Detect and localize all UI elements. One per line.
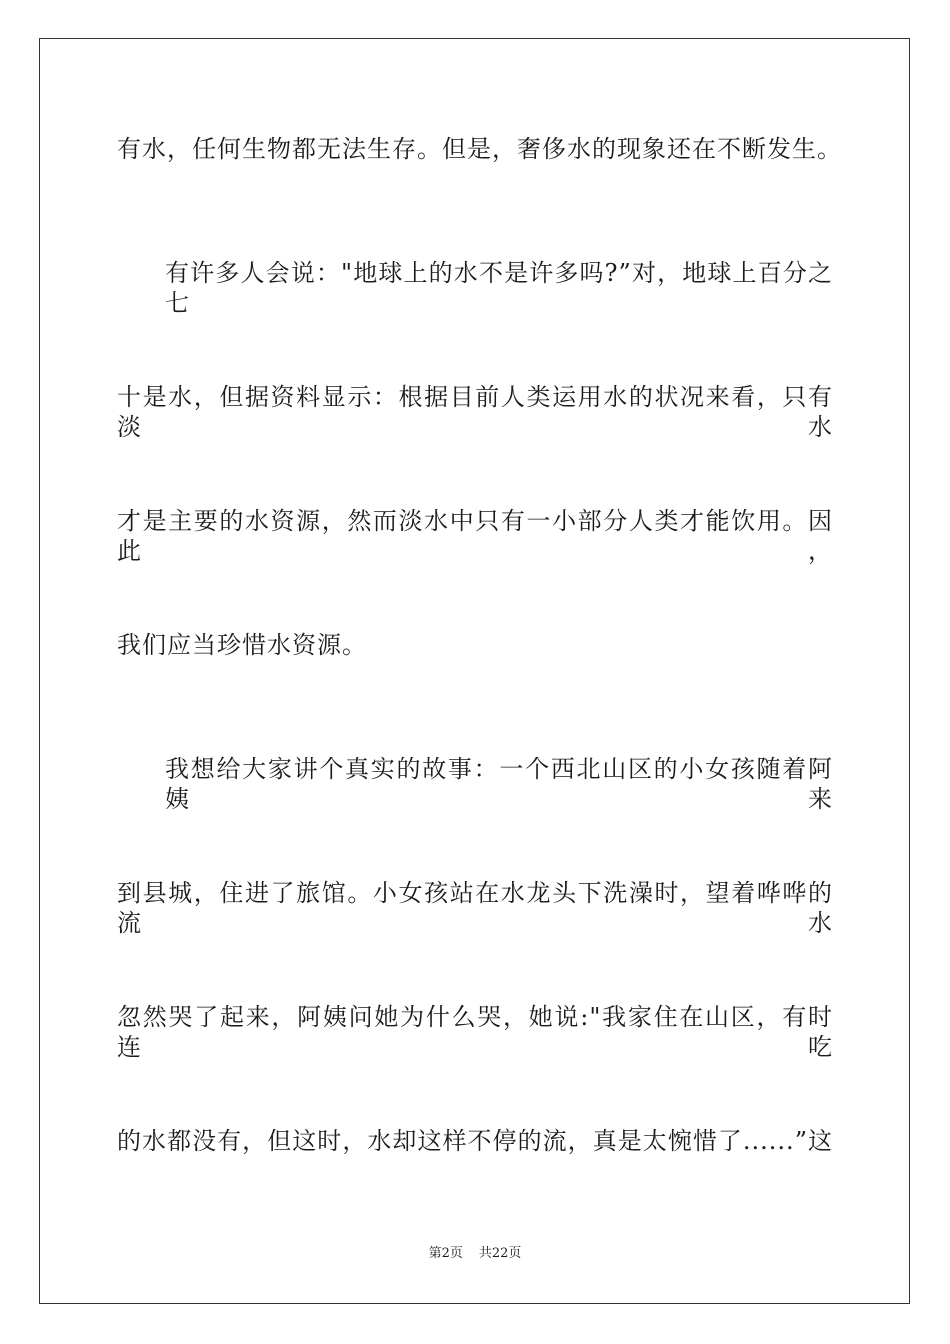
text-line-1: 有水，任何生物都无法生存。但是，奢侈水的现象还在不断发生。 [117,135,842,163]
text-line-2: 有许多人会说："地球上的水不是许多吗?”对，地球上百分之七 [165,259,833,317]
text-line-4: 才是主要的水资源，然而淡水中只有一小部分人类才能饮用。因此， [117,507,833,565]
page-number: 第2页 [428,1246,463,1261]
text-line-7: 到县城，住进了旅馆。小女孩站在水龙头下洗澡时，望着哗哗的流水 [117,879,833,937]
page-total: 共22页 [478,1246,522,1261]
text-line-9: 的水都没有，但这时，水却这样不停的流，真是太惋惜了......”这 [117,1127,833,1155]
page-border [39,38,910,1304]
text-line-6: 我想给大家讲个真实的故事：一个西北山区的小女孩随着阿姨来 [165,755,833,813]
page-footer [0,1246,950,1262]
text-line-8: 忽然哭了起来，阿姨问她为什么哭，她说:"我家住在山区，有时连吃 [117,1003,833,1061]
text-line-5: 我们应当珍惜水资源。 [117,631,367,659]
text-line-3: 十是水，但据资料显示：根据目前人类运用水的状况来看，只有淡水 [117,383,833,441]
